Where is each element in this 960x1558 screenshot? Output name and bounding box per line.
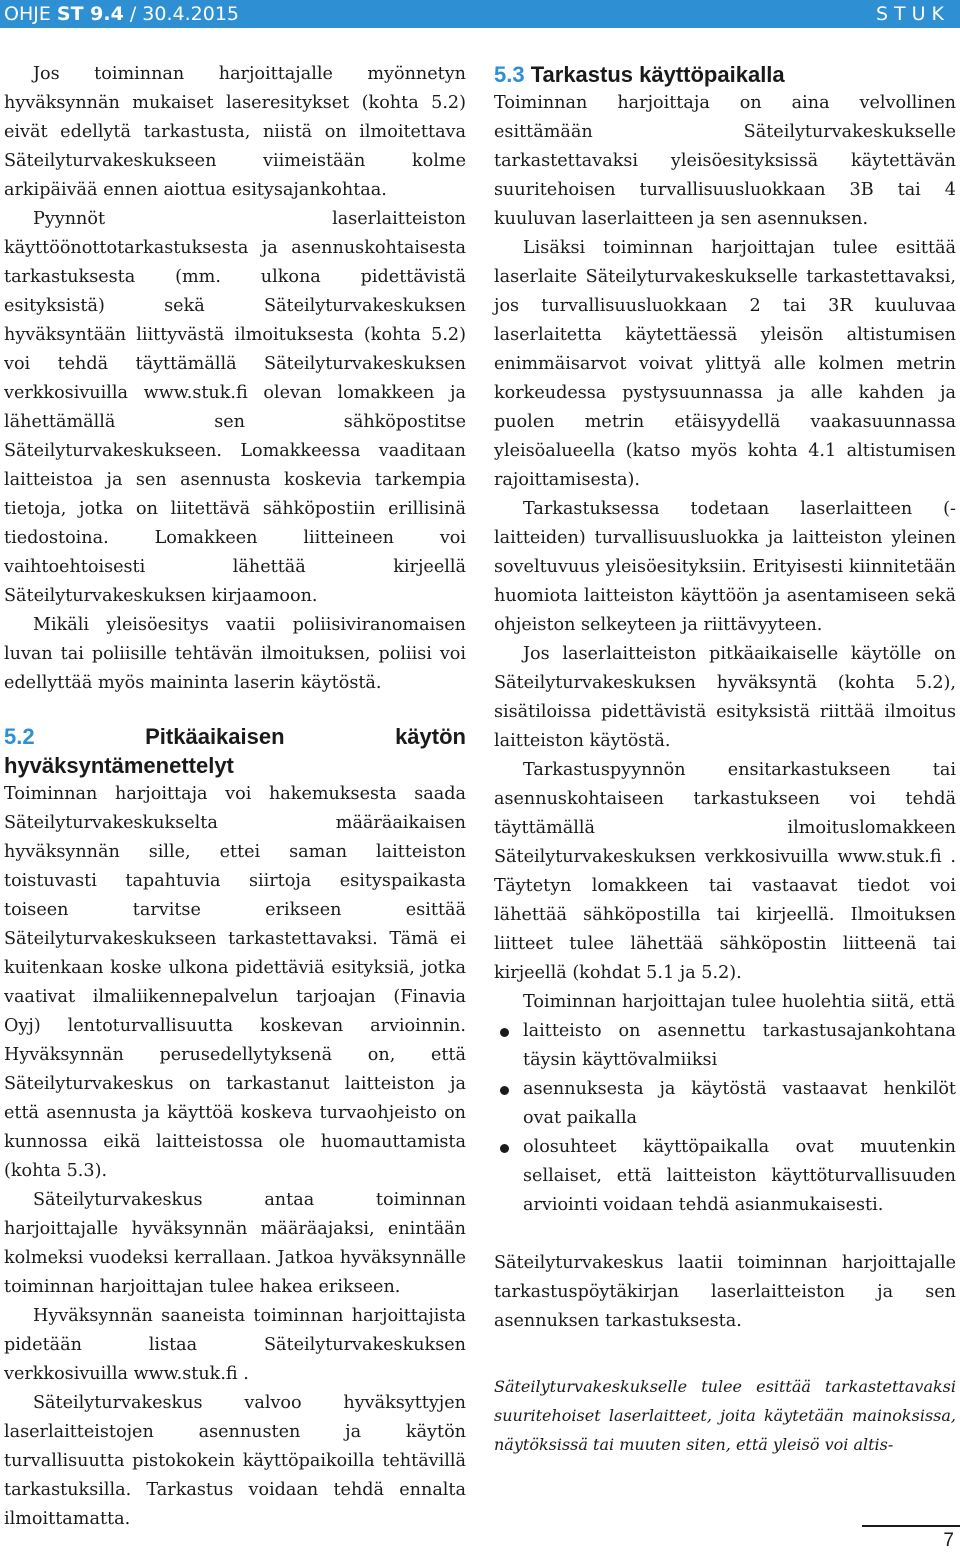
paragraph: Toiminnan harjoittaja voi hakemuksesta saada Säteilyturvakeskukselta määräaikaisen hyväksynnän sille, ettei saman laitteiston toistuvasti tapahtuvia siirtoja esityspaikasta toiseen tarvitse erikseen esittää Säteilyturvakeskukseen tarkastettavaksi. Tämä ei kuitenkaan koske ulkona pidettäviä esityksiä, jotka vaativat ilmaliikennepalvelun tarjoajan (Finavia Oyj) lentoturvallisuutta koskevan arvioinnin. Hyväksynnän perusedellytyksenä on, että Säteilyturvakeskus on tarkastanut laitteiston ja että asennusta ja käyttöä koskeva turvaohjeisto on kunnossa eikä laitteistossa ole huomauttamista (kohta 5.3).	[4, 784, 466, 1181]
page-number-rule	[862, 1525, 960, 1527]
paragraph: Säteilyturvakeskus antaa toiminnan harjoittajalle hyväksynnän määräajaksi, enintään kolmeksi vuodeksi kerrallaan. Jatkoa hyväksynnälle toiminnan harjoittajan tulee hakea erikseen.	[4, 1190, 466, 1297]
section-number: 5.2	[4, 724, 35, 749]
paragraph: Säteilyturvakeskus laatii toiminnan harjoittajalle tarkastuspöytäkirjan laserlaitteiston ja sen asennuksen tarkastuksesta.	[494, 1253, 956, 1331]
paragraph: Mikäli yleisöesitys vaatii poliisiviranomaisen luvan tai poliisille tehtävän ilmoituksen, poliisi voi edellyttää myös maininta laserin käytöstä.	[4, 615, 466, 693]
section-title: Tarkastus käyttöpaikalla	[530, 62, 785, 87]
section-number: 5.3	[494, 62, 525, 87]
right-column	[494, 60, 956, 1459]
header-prefix: OHJE	[4, 3, 57, 25]
paragraph: Tarkastuksessa todetaan laserlaitteen (-laitteiden) turvallisuusluokka ja laitteiston yleinen soveltuvuus yleisöesityksiin. Erityisesti kiinnitetään huomiota laitteiston käyttöön ja asentamiseen sekä ohjeiston selkeyteen ja riittävyyteen.	[494, 499, 956, 635]
header-doc-info	[4, 0, 239, 28]
list-item: olosuhteet käyttöpaikalla ovat muutenkin sellaiset, että laitteiston käyttöturvallisuuden arviointi voidaan tehdä asianmukaisesti.	[494, 1133, 956, 1220]
paragraph: Pyynnöt laserlaitteiston käyttöönottotarkastuksesta ja asennuskohtaisesta tarkastuksesta (mm. ulkona pidettävistä esityksistä) sekä Säteilyturvakeskuksen hyväksyntään liittyvästä ilmoituksesta (kohta 5.2) voi tehdä täyttämällä Säteilyturvakeskuksen verkkosivuilla www.stuk.fi olevan lomakkeen ja lähettämällä sen sähköpostitse Säteilyturvakeskukseen. Lomakkeessa vaaditaan laitteistoa ja sen asennusta koskevia tarkempia tietoja, jotka on liitettävä sähköpostiin erillisinä tiedostoina. Lomakkeen liitteineen voi vaihtoehtoisesti lähettää kirjeellä Säteilyturvakeskuksen kirjaamoon.	[4, 209, 466, 606]
paragraph: Lisäksi toiminnan harjoittajan tulee esittää laserlaite Säteilyturvakeskukselle tarkastettavaksi, jos turvallisuusluokkaan 2 tai 3R kuuluvaa laserlaitetta käytettäessä yleisön altistumisen enimmäisarvot voivat ylittyä alle kolmen metrin korkeudessa pystysuunnassa ja alle kahden ja puolen metrin etäisyydellä vaakasuunnassa yleisöalueella (katso myös kohta 4.1 altistumisen rajoittamisesta).	[494, 238, 956, 490]
left-column	[4, 60, 466, 1534]
paragraph: Säteilyturvakeskus valvoo hyväksyttyjen laserlaitteistojen asennusten ja käytön turvallisuutta pistokokein käyttöpaikoilla tehtävillä tarkastuksilla. Tarkastus voidaan tehdä ennalta ilmoittamatta.	[4, 1393, 466, 1529]
list-item: laitteisto on asennettu tarkastusajankohtana täysin käyttövalmiiksi	[494, 1017, 956, 1075]
section-heading-5-2	[4, 722, 466, 780]
bullet-list	[494, 1017, 956, 1220]
header-doc-id: ST 9.4	[56, 3, 124, 25]
paragraph: Tarkastuspyynnön ensitarkastukseen tai asennuskohtaiseen tarkastukseen voi tehdä täyttämällä ilmoituslomakkeen Säteilyturvakeskuksen verkkosivuilla www.stuk.fi . Täytetyn lomakkeen tai vastaavat tiedot voi lähettää sähköpostilla tai kirjeellä. Ilmoituksen liitteet tulee lähettää sähköpostin liitteenä tai kirjeellä (kohdat 5.1 ja 5.2).	[494, 760, 956, 983]
italic-note: Säteilyturvakeskukselle tulee esittää tarkastettavaksi suuritehoiset laserlaitteet, joita käytetään mainoksissa, näytöksissä tai muuten siten, että yleisö voi altis-	[494, 1377, 956, 1454]
paragraph: Hyväksynnän saaneista toiminnan harjoittajista pidetään listaa Säteilyturvakeskuksen verkkosivuilla www.stuk.fi .	[4, 1306, 466, 1384]
paragraph: Jos laserlaitteiston pitkäaikaiselle käytölle on Säteilyturvakeskuksen hyväksyntä (kohta 5.2), sisätiloissa pidettävistä esityksistä riittää ilmoitus laitteiston käytöstä.	[494, 644, 956, 751]
header-org: STUK	[875, 3, 950, 25]
section-heading-5-3	[494, 60, 956, 89]
paragraph: Toiminnan harjoittaja on aina velvollinen esittämään Säteilyturvakeskukselle tarkastettavaksi yleisöesityksissä käytettävän suuritehoisen turvallisuusluokkaan 3B tai 4 kuuluvan laserlaitteen ja sen asennuksen.	[494, 93, 956, 229]
page-number: 7	[943, 1530, 954, 1551]
page-header	[0, 0, 960, 28]
header-date: / 30.4.2015	[123, 3, 239, 25]
paragraph: Jos toiminnan harjoittajalle myönnetyn hyväksynnän mukaiset laseresitykset (kohta 5.2) eivät edellytä tarkastusta, niistä on ilmoitettava Säteilyturvakeskukseen viimeistään kolme arkipäivää ennen aiottua esitysajankohtaa.	[4, 64, 466, 200]
list-item: asennuksesta ja käytöstä vastaavat henkilöt ovat paikalla	[494, 1075, 956, 1133]
paragraph: Toiminnan harjoittajan tulee huolehtia siitä, että	[523, 992, 956, 1012]
section-title: Pitkäaikaisen käytön hyväksyntämenettelyt	[4, 724, 466, 778]
